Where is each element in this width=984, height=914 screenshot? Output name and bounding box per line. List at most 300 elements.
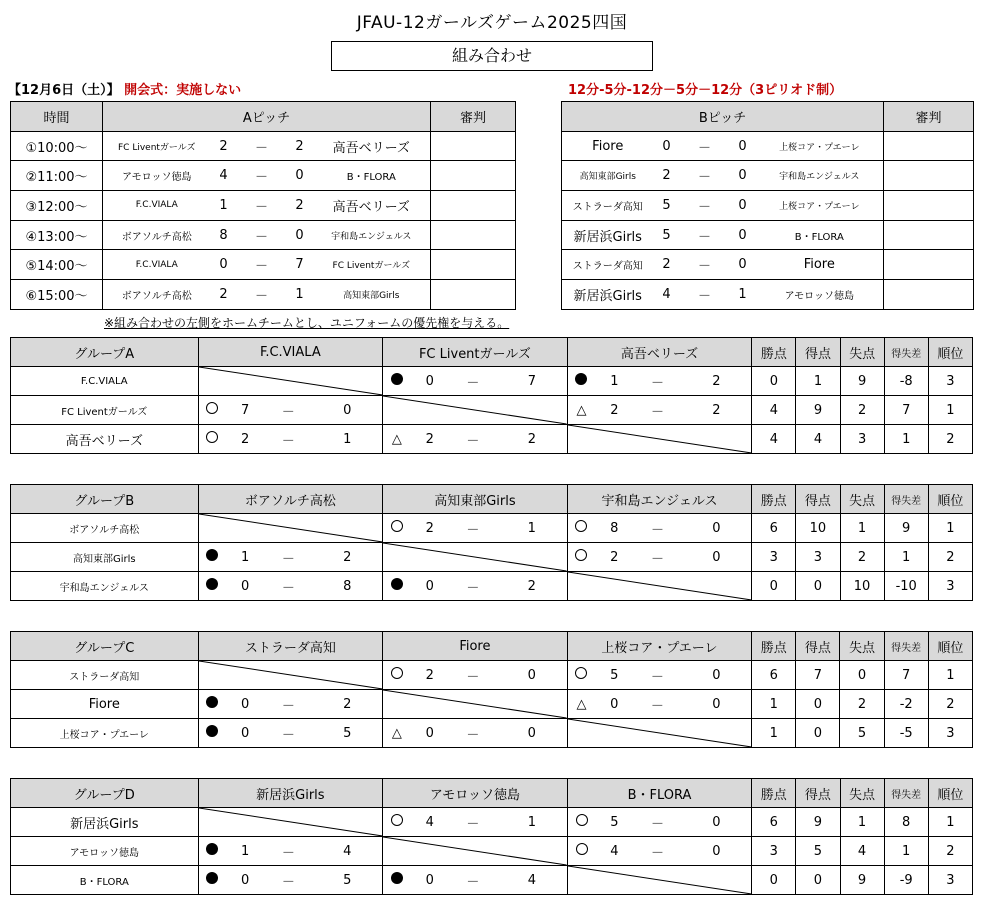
score-dash: －	[680, 131, 730, 161]
group-name: グループD	[11, 779, 199, 808]
result-mark	[383, 514, 411, 543]
stat-value: 4	[752, 425, 796, 454]
group-team-row	[11, 514, 973, 543]
result-mark	[567, 514, 595, 543]
stat-value: 1	[840, 514, 884, 543]
score-dash: －	[449, 866, 497, 895]
diagonal-line	[199, 661, 383, 689]
stat-header: 得失差	[884, 338, 928, 367]
stat-value: 1	[884, 543, 928, 572]
goals-against: 5	[312, 866, 382, 895]
score-dash: －	[449, 719, 497, 748]
home-team: FC Liventガールズ	[103, 131, 211, 161]
result-mark	[198, 396, 226, 425]
away-score: 1	[287, 280, 313, 310]
stat-value: 1	[840, 808, 884, 837]
match-time: ③12:00～	[11, 191, 103, 221]
away-team: B・FLORA	[313, 161, 431, 191]
diagonal-line	[383, 396, 567, 424]
team-name: B・FLORA	[11, 866, 199, 895]
win-circle-icon	[576, 814, 588, 826]
group-header-row	[11, 779, 973, 808]
away-score: 0	[730, 191, 756, 221]
goals-for: 0	[411, 572, 449, 601]
goals-for: 1	[226, 543, 264, 572]
home-score: 5	[654, 191, 680, 221]
self-match-cell	[383, 543, 568, 572]
stat-header: 得点	[796, 632, 840, 661]
result-mark	[198, 690, 226, 719]
loss-dot-icon	[206, 843, 218, 855]
win-circle-icon	[575, 667, 587, 679]
loss-dot-icon	[391, 578, 403, 590]
home-score: 4	[654, 280, 680, 310]
away-team: 高吾ベリーズ	[313, 191, 431, 221]
goals-for: 2	[226, 425, 264, 454]
loss-dot-icon	[206, 578, 218, 590]
pitch-a-header: Aピッチ	[103, 102, 431, 132]
opponent-header: アモロッソ徳島	[383, 779, 568, 808]
stat-value: 6	[752, 661, 796, 690]
home-team-note: ※組み合わせの左側をホームチームとし、ユニフォームの優先権を与える。	[104, 316, 510, 330]
stat-value: 9	[796, 808, 840, 837]
date-line	[8, 79, 241, 98]
goals-for: 2	[411, 661, 449, 690]
score-dash: －	[264, 866, 312, 895]
goals-for: 0	[411, 367, 449, 396]
stat-value: 1	[752, 719, 796, 748]
group-team-row	[11, 719, 973, 748]
score-dash: －	[633, 543, 681, 572]
stat-value: 2	[928, 837, 972, 866]
stat-value: 2	[840, 396, 884, 425]
score-dash: －	[633, 514, 681, 543]
away-score: 0	[730, 220, 756, 250]
referee-cell	[431, 191, 516, 221]
stat-value: 4	[752, 396, 796, 425]
goals-for: 4	[411, 808, 449, 837]
referee-cell	[884, 131, 974, 161]
stat-value: 2	[928, 425, 972, 454]
home-team: 高知東部Girls	[562, 161, 654, 191]
pitch-a-match-row	[11, 161, 516, 191]
match-time: ⑥15:00～	[11, 280, 103, 310]
opponent-header: 新居浜Girls	[198, 779, 383, 808]
referee-cell	[884, 220, 974, 250]
opponent-header: 高知東部Girls	[383, 485, 568, 514]
score-dash: －	[633, 661, 681, 690]
pitch-a-match-row	[11, 220, 516, 250]
goals-for: 1	[226, 837, 264, 866]
pitch-a-match-row	[11, 280, 516, 310]
group-standings-table	[10, 484, 973, 601]
home-team: ストラーダ高知	[562, 191, 654, 221]
document-subtitle: 組み合わせ	[331, 41, 653, 71]
result-mark	[198, 543, 226, 572]
home-score: 0	[211, 250, 237, 280]
stat-value: 2	[928, 543, 972, 572]
score-dash: －	[264, 719, 312, 748]
pitch-a-schedule	[10, 101, 516, 310]
stat-value: 3	[928, 572, 972, 601]
home-team: 新居浜Girls	[562, 280, 654, 310]
group-header-row	[11, 485, 973, 514]
stat-value: 10	[796, 514, 840, 543]
stat-header: 順位	[928, 485, 972, 514]
referee-cell	[884, 250, 974, 280]
score-dash: －	[237, 250, 287, 280]
result-mark	[383, 866, 411, 895]
home-score: 2	[211, 131, 237, 161]
stat-value: 3	[752, 543, 796, 572]
self-match-cell	[198, 808, 383, 837]
diagonal-line	[568, 866, 752, 894]
stat-value: 1	[884, 425, 928, 454]
home-score: 2	[211, 280, 237, 310]
draw-triangle-icon: △	[391, 431, 402, 447]
stat-value: 9	[840, 367, 884, 396]
self-match-cell	[383, 837, 568, 866]
draw-triangle-icon: △	[391, 725, 402, 741]
stat-value: 6	[752, 514, 796, 543]
home-score: 2	[654, 161, 680, 191]
loss-dot-icon	[575, 373, 587, 385]
referee-header-b: 審判	[884, 102, 974, 132]
home-team: F.C.VIALA	[103, 250, 211, 280]
score-dash: －	[237, 161, 287, 191]
goals-for: 7	[226, 396, 264, 425]
result-mark	[567, 367, 595, 396]
stat-value: -2	[884, 690, 928, 719]
stat-value: 9	[796, 396, 840, 425]
self-match-cell	[567, 572, 752, 601]
goals-against: 0	[312, 396, 382, 425]
result-mark	[383, 719, 411, 748]
stat-value: 3	[928, 719, 972, 748]
stat-value: 0	[752, 866, 796, 895]
group-team-row	[11, 661, 973, 690]
score-dash: －	[449, 661, 497, 690]
win-circle-icon	[575, 520, 587, 532]
score-dash: －	[264, 572, 312, 601]
win-circle-icon	[391, 520, 403, 532]
match-time: ④13:00～	[11, 220, 103, 250]
score-dash: －	[633, 690, 681, 719]
goals-against: 2	[312, 543, 382, 572]
stat-header: 得失差	[884, 632, 928, 661]
stat-header: 勝点	[752, 485, 796, 514]
team-name: アモロッソ徳島	[11, 837, 199, 866]
group-standings-table	[10, 778, 973, 895]
group-team-row	[11, 690, 973, 719]
stat-value: 4	[840, 837, 884, 866]
stat-header: 順位	[928, 632, 972, 661]
self-match-cell	[198, 514, 383, 543]
goals-for: 2	[595, 543, 633, 572]
opponent-header: F.C.VIALA	[198, 338, 383, 367]
result-mark	[383, 572, 411, 601]
away-team: FC Liventガールズ	[313, 250, 431, 280]
away-team: 上桜コア・プエーレ	[756, 191, 884, 221]
group-team-row	[11, 367, 973, 396]
home-score: 2	[654, 250, 680, 280]
pitch-b-header: Bピッチ	[562, 102, 884, 132]
stat-value: 2	[840, 543, 884, 572]
group-name: グループA	[11, 338, 199, 367]
home-team: F.C.VIALA	[103, 191, 211, 221]
goals-against: 1	[312, 425, 382, 454]
stat-value: 3	[928, 866, 972, 895]
home-score: 5	[654, 220, 680, 250]
goals-against: 0	[682, 808, 752, 837]
away-score: 2	[287, 131, 313, 161]
referee-header: 審判	[431, 102, 516, 132]
stat-header: 得点	[796, 338, 840, 367]
result-mark	[567, 808, 595, 837]
stat-value: 8	[884, 808, 928, 837]
result-mark	[198, 425, 226, 454]
stat-value: -9	[884, 866, 928, 895]
goals-for: 5	[595, 661, 633, 690]
stat-value: 7	[796, 661, 840, 690]
loss-dot-icon	[206, 872, 218, 884]
diagonal-line	[199, 514, 383, 542]
result-mark	[567, 661, 595, 690]
result-mark	[567, 396, 595, 425]
group-header-row	[11, 338, 973, 367]
referee-cell	[431, 131, 516, 161]
stat-value: 1	[884, 837, 928, 866]
stat-header: 失点	[840, 779, 884, 808]
pitch-b-match-row	[562, 280, 974, 310]
stat-value: 3	[928, 367, 972, 396]
referee-cell	[431, 280, 516, 310]
score-dash: －	[449, 425, 497, 454]
home-team: 新居浜Girls	[562, 220, 654, 250]
group-team-row	[11, 808, 973, 837]
goals-for: 2	[411, 514, 449, 543]
self-match-cell	[198, 367, 383, 396]
goals-for: 0	[411, 866, 449, 895]
team-name: 上桜コア・プエーレ	[11, 719, 199, 748]
away-score: 2	[287, 191, 313, 221]
loss-dot-icon	[206, 696, 218, 708]
stat-value: 0	[796, 690, 840, 719]
pitch-a-match-row	[11, 250, 516, 280]
score-dash: －	[237, 280, 287, 310]
away-score: 0	[730, 131, 756, 161]
self-match-cell	[567, 719, 752, 748]
home-team: Fiore	[562, 131, 654, 161]
stat-header: 失点	[840, 632, 884, 661]
result-mark	[383, 367, 411, 396]
group-team-row	[11, 425, 973, 454]
stat-header: 順位	[928, 338, 972, 367]
goals-against: 0	[682, 543, 752, 572]
group-team-row	[11, 572, 973, 601]
team-name: ボアソルチ高松	[11, 514, 199, 543]
pitch-b-match-row	[562, 191, 974, 221]
team-name: 高吾ベリーズ	[11, 425, 199, 454]
referee-cell	[431, 220, 516, 250]
score-dash: －	[633, 837, 681, 866]
group-standings-table	[10, 631, 973, 748]
goals-against: 0	[682, 690, 752, 719]
match-time: ⑤14:00～	[11, 250, 103, 280]
score-dash: －	[633, 808, 681, 837]
time-header: 時間	[11, 102, 103, 132]
away-score: 0	[730, 250, 756, 280]
stat-value: 2	[928, 690, 972, 719]
result-mark	[198, 719, 226, 748]
stat-value: -8	[884, 367, 928, 396]
opponent-header: 宇和島エンジェルス	[567, 485, 752, 514]
goals-for: 5	[595, 808, 633, 837]
score-dash: －	[449, 367, 497, 396]
opponent-header: 上桜コア・プエーレ	[567, 632, 752, 661]
match-format: 12分-5分-12分－5分－12分（3ピリオド制）	[568, 83, 843, 98]
diagonal-line	[383, 837, 567, 865]
stat-value: 1	[796, 367, 840, 396]
stat-header: 順位	[928, 779, 972, 808]
opponent-header: Fiore	[383, 632, 568, 661]
stat-value: 0	[752, 367, 796, 396]
stat-value: 1	[752, 690, 796, 719]
stat-value: 1	[928, 396, 972, 425]
team-name: 高知東部Girls	[11, 543, 199, 572]
stat-header: 得点	[796, 485, 840, 514]
stat-value: 5	[796, 837, 840, 866]
goals-for: 2	[411, 425, 449, 454]
team-name: ストラーダ高知	[11, 661, 199, 690]
goals-against: 5	[312, 719, 382, 748]
score-dash: －	[264, 837, 312, 866]
score-dash: －	[237, 131, 287, 161]
opponent-header: B・FLORA	[567, 779, 752, 808]
diagonal-line	[568, 719, 752, 747]
self-match-cell	[567, 425, 752, 454]
diagonal-line	[383, 543, 567, 571]
goals-for: 0	[411, 719, 449, 748]
group-team-row	[11, 837, 973, 866]
away-team: 上桜コア・プエーレ	[756, 131, 884, 161]
goals-against: 2	[312, 690, 382, 719]
diagonal-line	[383, 690, 567, 718]
group-name: グループB	[11, 485, 199, 514]
stat-value: 3	[752, 837, 796, 866]
score-dash: －	[680, 161, 730, 191]
group-team-row	[11, 396, 973, 425]
opponent-header: ストラーダ高知	[198, 632, 383, 661]
goals-against: 7	[497, 367, 567, 396]
goals-against: 0	[682, 837, 752, 866]
stat-value: 9	[840, 866, 884, 895]
home-score: 8	[211, 220, 237, 250]
stat-header: 得点	[796, 779, 840, 808]
stat-value: -10	[884, 572, 928, 601]
pitch-a-match-row	[11, 191, 516, 221]
goals-for: 2	[595, 396, 633, 425]
goals-for: 0	[226, 719, 264, 748]
stat-value: 0	[796, 719, 840, 748]
result-mark	[383, 808, 411, 837]
team-name: FC Liventガールズ	[11, 396, 199, 425]
self-match-cell	[198, 661, 383, 690]
stat-header: 得失差	[884, 779, 928, 808]
pitch-b-match-row	[562, 131, 974, 161]
self-match-cell	[567, 866, 752, 895]
goals-for: 8	[595, 514, 633, 543]
result-mark	[383, 425, 411, 454]
win-circle-icon	[391, 667, 403, 679]
away-score: 0	[730, 161, 756, 191]
goals-for: 0	[226, 572, 264, 601]
away-team: 宇和島エンジェルス	[756, 161, 884, 191]
away-team: Fiore	[756, 250, 884, 280]
self-match-cell	[383, 396, 568, 425]
win-circle-icon	[206, 431, 218, 443]
stat-value: -5	[884, 719, 928, 748]
goals-for: 0	[226, 690, 264, 719]
stat-value: 2	[840, 690, 884, 719]
group-header-row	[11, 632, 973, 661]
diagonal-line	[568, 572, 752, 600]
stat-value: 1	[928, 514, 972, 543]
team-name: Fiore	[11, 690, 199, 719]
win-circle-icon	[576, 843, 588, 855]
goals-for: 4	[595, 837, 633, 866]
score-dash: －	[264, 690, 312, 719]
goals-against: 0	[497, 661, 567, 690]
stat-value: 5	[840, 719, 884, 748]
referee-cell	[884, 161, 974, 191]
pitch-a-match-row	[11, 131, 516, 161]
home-team: ストラーダ高知	[562, 250, 654, 280]
stat-value: 1	[928, 661, 972, 690]
score-dash: －	[449, 808, 497, 837]
opening-ceremony: 開会式：実施しない	[124, 83, 242, 98]
away-score: 7	[287, 250, 313, 280]
score-dash: －	[237, 191, 287, 221]
stat-value: 6	[752, 808, 796, 837]
goals-for: 1	[595, 367, 633, 396]
goals-against: 2	[682, 367, 752, 396]
goals-against: 0	[682, 661, 752, 690]
score-dash: －	[633, 396, 681, 425]
loss-dot-icon	[391, 872, 403, 884]
stat-value: 4	[796, 425, 840, 454]
score-dash: －	[633, 367, 681, 396]
away-team: 宇和島エンジェルス	[313, 220, 431, 250]
stat-value: 1	[928, 808, 972, 837]
draw-triangle-icon: △	[576, 696, 587, 712]
group-team-row	[11, 543, 973, 572]
score-dash: －	[449, 572, 497, 601]
score-dash: －	[264, 396, 312, 425]
home-score: 1	[211, 191, 237, 221]
goals-against: 4	[497, 866, 567, 895]
stat-value: 0	[796, 866, 840, 895]
pitch-b-schedule	[561, 101, 974, 310]
away-team: 高吾ベリーズ	[313, 131, 431, 161]
team-name: F.C.VIALA	[11, 367, 199, 396]
opponent-header: FC Liventガールズ	[383, 338, 568, 367]
stat-value: 9	[884, 514, 928, 543]
stat-header: 得失差	[884, 485, 928, 514]
stat-value: 3	[840, 425, 884, 454]
loss-dot-icon	[391, 373, 403, 385]
stat-header: 失点	[840, 485, 884, 514]
